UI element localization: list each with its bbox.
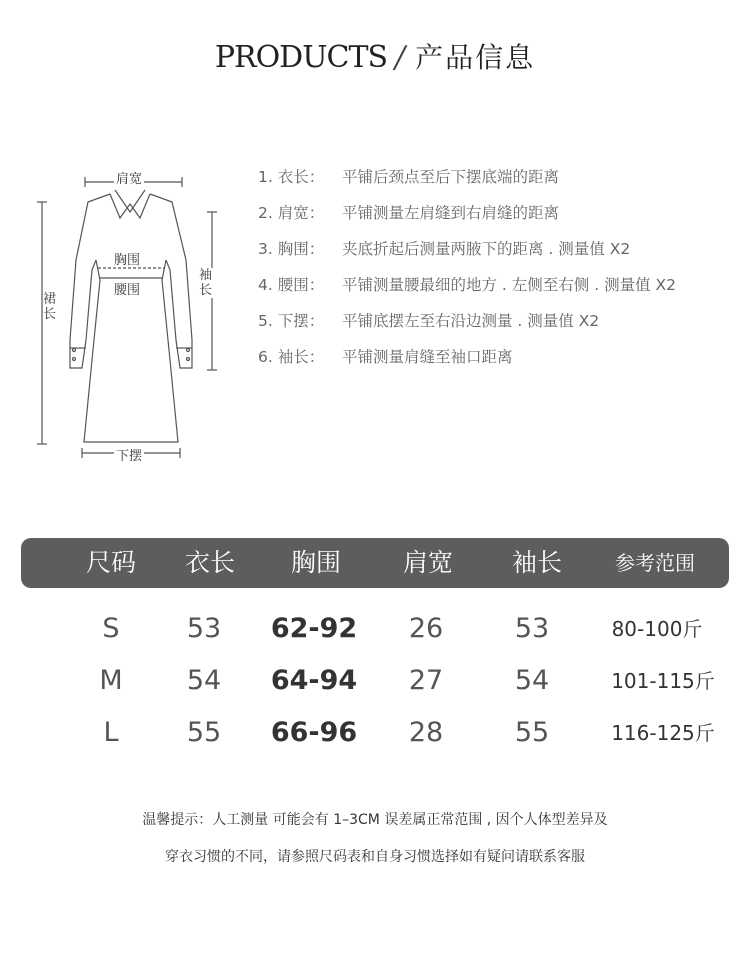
cell-length: 55 bbox=[186, 717, 222, 748]
table-row bbox=[0, 659, 750, 703]
cell-chest: 64-94 bbox=[270, 665, 358, 696]
cell-length: 53 bbox=[186, 613, 222, 644]
cell-size: S bbox=[102, 613, 120, 644]
title-en: PRODUCTS bbox=[214, 40, 388, 75]
cell-length: 54 bbox=[186, 665, 222, 696]
sleeve-label: 袖长 bbox=[199, 268, 213, 298]
cell-chest: 66-96 bbox=[270, 717, 358, 748]
hem-label: 下摆 bbox=[114, 445, 144, 464]
header-shoulder: 肩宽 bbox=[402, 548, 454, 577]
spec-item: 4. 腰围： 平铺测量腰最细的地方 . 左侧至右侧 . 测量值 X2 bbox=[258, 276, 676, 294]
header-chest: 胸围 bbox=[290, 548, 342, 577]
spec-item: 2. 肩宽： 平铺测量左肩缝到右肩缝的距离 bbox=[258, 204, 560, 222]
chest-label: 胸围 bbox=[114, 253, 141, 268]
dress-icon bbox=[30, 160, 230, 470]
cell-shoulder: 26 bbox=[408, 613, 444, 644]
cell-shoulder: 28 bbox=[408, 717, 444, 748]
cell-size: L bbox=[103, 717, 119, 748]
measurement-specs bbox=[258, 165, 676, 381]
shoulder-label: 肩宽 bbox=[114, 168, 144, 187]
spec-item: 6. 袖长： 平铺测量肩缝至袖口距离 bbox=[258, 348, 513, 366]
cell-sleeve: 55 bbox=[514, 717, 550, 748]
spec-item: 1. 衣长： 平铺后颈点至后下摆底端的距离 bbox=[258, 168, 560, 186]
cell-range: 116-125斤 bbox=[611, 721, 715, 745]
cell-size: M bbox=[99, 665, 123, 696]
cell-sleeve: 54 bbox=[514, 665, 550, 696]
cell-range: 101-115斤 bbox=[611, 669, 715, 693]
header-length: 衣长 bbox=[184, 548, 236, 577]
size-table-header bbox=[21, 538, 729, 588]
note-line-1: 温馨提示：人工测量 可能会有 1–3CM 误差属正常范围 , 因个人体型差异及 bbox=[142, 812, 608, 828]
length-label: 裙长 bbox=[43, 292, 57, 322]
header-range: 参考范围 bbox=[615, 551, 695, 575]
note-line-2: 穿衣习惯的不同，请参照尺码表和自身习惯选择如有疑问请联系客服 bbox=[165, 849, 585, 865]
title-cn: 产品信息 bbox=[415, 41, 536, 74]
table-row bbox=[0, 711, 750, 755]
page-header bbox=[0, 36, 750, 76]
table-row bbox=[0, 607, 750, 651]
cell-range: 80-100斤 bbox=[611, 617, 703, 641]
cell-shoulder: 27 bbox=[408, 665, 444, 696]
header-size: 尺码 bbox=[85, 548, 137, 577]
title-separator: / bbox=[395, 40, 406, 75]
spec-item: 5. 下摆： 平铺底摆左至右沿边测量 . 测量值 X2 bbox=[258, 312, 600, 330]
dress-diagram bbox=[30, 160, 230, 470]
header-sleeve: 袖长 bbox=[511, 548, 563, 577]
cell-chest: 62-92 bbox=[270, 613, 358, 644]
waist-label: 腰围 bbox=[114, 283, 141, 298]
cell-sleeve: 53 bbox=[514, 613, 550, 644]
spec-item: 3. 胸围： 夹底折起后测量两腋下的距离 . 测量值 X2 bbox=[258, 240, 631, 258]
